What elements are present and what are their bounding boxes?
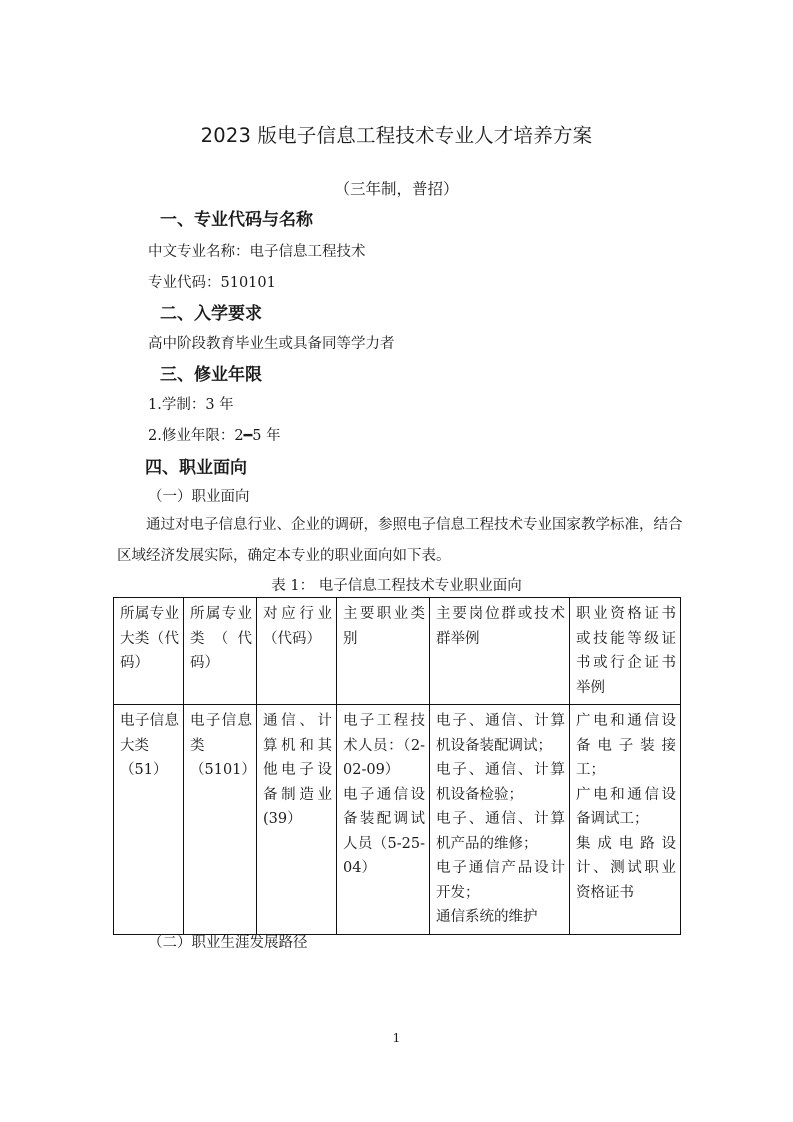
header-job-groups: 主要岗位群或技术群举例 (430, 598, 570, 705)
cell-industry: 通信、计算机和其他电子设备制造业(39） (257, 705, 337, 935)
table-row (114, 705, 681, 935)
header-industry: 对应行业（代码） (257, 598, 337, 705)
cell-major-class: 电子信息类 （5101） (184, 705, 257, 935)
duration-line-2: 2.修业年限：2━5 年 (148, 428, 281, 444)
cell-major-category: 电子信息大类 （51） (114, 705, 184, 935)
section-heading-career: 四、职业面向 (145, 458, 247, 478)
section-heading-admission: 二、入学要求 (160, 304, 262, 324)
career-paragraph: 通过对电子信息行业、企业的调研，参照电子信息工程技术专业国家教学标准，结合区域经济发展实际，确定本专业的职业面向如下表。 (117, 517, 683, 564)
major-name-line: 中文专业名称：电子信息工程技术 (148, 244, 366, 260)
header-major-category: 所属专业大类（代码） (114, 598, 184, 705)
header-major-class: 所属专业类（代码） (184, 598, 257, 705)
subheading-career-path: （二）职业生涯发展路径 (148, 935, 308, 951)
page-number: 1 (392, 1031, 401, 1045)
subheading-career-orientation: （一）职业面向 (148, 489, 250, 505)
header-certificates: 职业资格证书或技能等级证书或行企证书举例 (570, 598, 681, 705)
admission-requirement-line: 高中阶段教育毕业生或具备同等学力者 (148, 336, 395, 352)
duration-line-1: 1.学制：3 年 (148, 397, 234, 413)
table-caption: 表 1： 电子信息工程技术专业职业面向 (271, 578, 522, 594)
cell-occupation-type: 电子工程技术人员：（2-02-09） 电子通信设备装配调试人员（5-25-04） (337, 705, 430, 935)
major-code-line: 专业代码：510101 (148, 275, 276, 291)
document-title: 2023 版电子信息工程技术专业人才培养方案 (200, 124, 593, 147)
career-orientation-table (113, 597, 681, 935)
header-occupation-type: 主要职业类别 (337, 598, 430, 705)
section-heading-duration: 三、修业年限 (160, 365, 262, 385)
table-header-row (114, 598, 681, 705)
cell-job-groups: 电子、通信、计算机设备装配调试； 电子、通信、计算机设备检验； 电子、通信、计算机产品的维修； 电子通信产品设计开发； 通信系统的维护 (430, 705, 570, 935)
document-subtitle: （三年制，普招） (334, 180, 459, 198)
cell-certificates: 广电和通信设备电子装接工； 广电和通信设备调试工； 集成电路设计、测试职业资格证书 (570, 705, 681, 935)
section-heading-code-and-name: 一、专业代码与名称 (160, 210, 313, 230)
